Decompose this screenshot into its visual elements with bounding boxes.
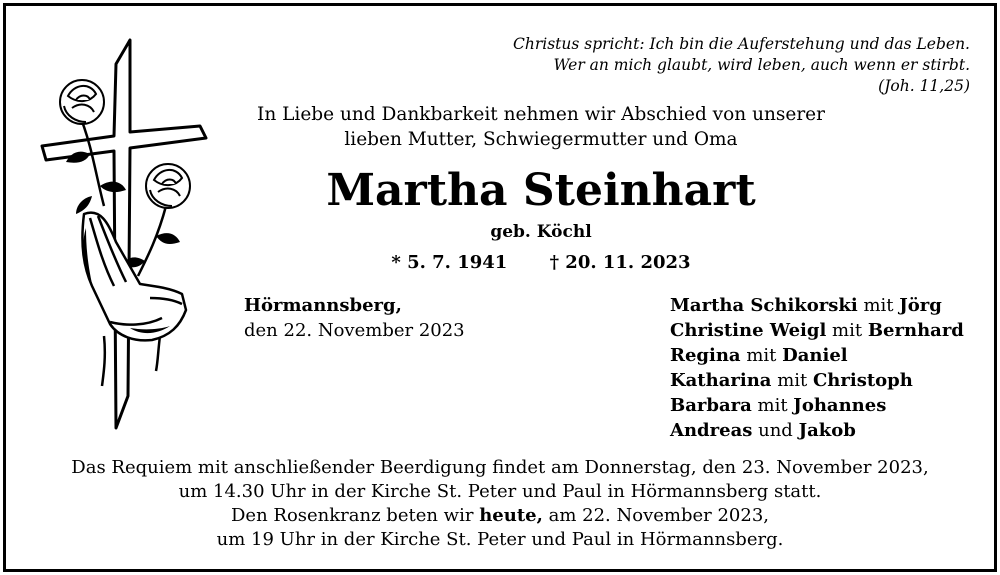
place-town: Hörmannsberg,	[244, 295, 402, 316]
intro-line-2: lieben Mutter, Schwiegermutter und Oma	[344, 129, 738, 150]
quote-line-1: Christus spricht: Ich bin die Auferstehung und das Leben.	[512, 35, 970, 53]
quote-reference: (Joh. 11,25)	[878, 77, 970, 95]
service-line-2: um 14.30 Uhr in der Kirche St. Peter und Paul in Hörmannsberg statt.	[178, 481, 822, 502]
birth-date: * 5. 7. 1941	[391, 252, 508, 273]
quote-line-2: Wer an mich glaubt, wird leben, auch wenn er stirbt.	[553, 56, 970, 74]
bible-quote	[450, 34, 970, 97]
death-date: † 20. 11. 2023	[549, 252, 691, 273]
family-row: Christine Weigl mit Bernhard	[670, 320, 964, 341]
family-row: Katharina mit Christoph	[670, 370, 913, 391]
place-and-date	[244, 293, 465, 343]
deceased-name: Martha Steinhart	[326, 165, 756, 216]
family-row: Regina mit Daniel	[670, 345, 848, 366]
family-row: Andreas und Jakob	[670, 420, 856, 441]
service-line-3: Den Rosenkranz beten wir heute, am 22. November 2023,	[231, 505, 769, 526]
family-row: Martha Schikorski mit Jörg	[670, 295, 942, 316]
family-row: Barbara mit Johannes	[670, 395, 887, 416]
life-dates	[246, 252, 836, 273]
service-line-4: um 19 Uhr in der Kirche St. Peter und Paul in Hörmannsberg.	[216, 529, 784, 550]
birth-name: geb. Köchl	[490, 222, 592, 242]
family-list	[670, 293, 964, 443]
cross-roses-praying-hands-icon	[30, 36, 210, 436]
service-info	[6, 456, 994, 552]
place-date: den 22. November 2023	[244, 320, 465, 341]
obituary-frame	[3, 3, 997, 572]
service-line-1: Das Requiem mit anschließender Beerdigung findet am Donnerstag, den 23. November 2023,	[71, 457, 929, 478]
intro-text	[246, 102, 836, 152]
intro-line-1: In Liebe und Dankbarkeit nehmen wir Abschied von unserer	[257, 104, 825, 125]
